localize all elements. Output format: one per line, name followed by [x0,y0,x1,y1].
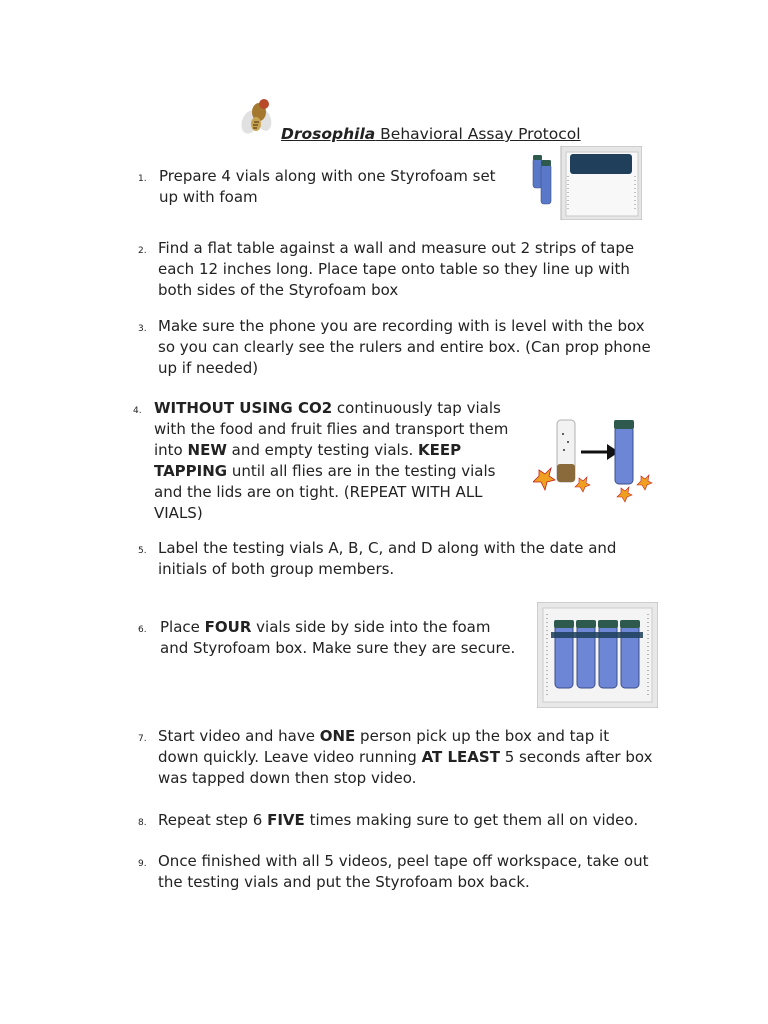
step-text [158,851,648,893]
text-run: up with foam [159,188,258,206]
step-line [158,810,638,831]
bold-text: TAPPING [154,462,228,480]
step-number: 7. [138,734,147,744]
step-text [158,726,652,789]
text-run: Start video and have [158,727,320,745]
text-run: VIALS) [154,504,203,522]
text-run: Repeat step 6 [158,811,268,829]
step-text [154,398,508,524]
text-run: Once finished with all 5 videos, peel tape off workspace, take out [158,852,649,870]
step-text [159,166,496,208]
text-run: and the lids are on tight. (REPEAT WITH ALL [154,483,483,501]
text-run: continuously tap vials [332,399,501,417]
text-run: into [154,441,188,459]
step-line [154,440,508,461]
text-run: each 12 inches long. Place tape onto table so they line up with [158,260,630,278]
step-line [154,461,508,482]
title-italic: Drosophila [281,125,376,143]
step-line [154,398,508,419]
bold-text: FIVE [267,811,305,829]
text-run: Find a flat table against a wall and measure out 2 strips of tape [158,239,635,257]
text-run: vials side by side into the foam [251,618,491,636]
text-run: down quickly. Leave video running [158,748,422,766]
step-text [158,810,638,831]
text-run: Label the testing vials A, B, C, and D along with the date and [158,539,617,557]
step-line [154,482,508,503]
bold-text: AT LEAST [421,748,500,766]
step-line [158,316,651,337]
bold-text: FOUR [204,618,252,636]
step-line [158,872,648,893]
text-run: and empty testing vials. [226,441,419,459]
document-title [281,124,581,144]
step-number: 4. [133,406,142,416]
text-run: times making sure to get them all on video. [304,811,639,829]
step-number: 3. [138,324,147,334]
text-run: with the food and fruit flies and transport them [154,420,509,438]
step-line [160,638,515,659]
vials-and-box-image [530,146,642,220]
step-number: 5. [138,546,147,556]
text-run: Prepare 4 vials along with one Styrofoam set [159,167,496,185]
text-run: the testing vials and put the Styrofoam box back. [158,873,530,891]
step-number: 1. [138,174,147,184]
text-run: initials of both group members. [158,560,395,578]
step-line [158,280,634,301]
text-run: so you can clearly see the rulers and entire box. (Can prop phone [158,338,651,356]
step-line [158,358,651,379]
step-number: 6. [138,625,147,635]
four-vials-in-box-image [537,602,658,708]
text-run: person pick up the box and tap it [355,727,610,745]
fruit-fly-icon [240,96,276,136]
text-run: was tapped down then stop video. [158,769,417,787]
step-line [159,166,496,187]
step-line [158,768,652,789]
step-line [158,726,652,747]
step-line [154,419,508,440]
step-line [158,559,616,580]
step-line [158,747,652,768]
step-number: 8. [138,818,147,828]
step-line [154,503,508,524]
text-run: and Styrofoam box. Make sure they are secure. [160,639,516,657]
step-line [158,538,616,559]
text-run: Make sure the phone you are recording with is level with the box [158,317,645,335]
title-rest: Behavioral Assay Protocol [375,125,581,143]
tapping-vials-image [533,412,657,506]
text-run: up if needed) [158,359,259,377]
step-number: 9. [138,859,147,869]
step-line [158,851,648,872]
text-run: 5 seconds after box [499,748,653,766]
text-run: both sides of the Styrofoam box [158,281,399,299]
bold-text: KEEP [418,441,462,459]
bold-text: WITHOUT USING CO2 [154,399,333,417]
bold-text: ONE [319,727,356,745]
step-line [158,238,634,259]
step-line [158,337,651,358]
step-text [158,238,634,301]
step-text [158,316,651,379]
bold-text: NEW [187,441,227,459]
step-text [160,617,515,659]
text-run: until all flies are in the testing vials [227,462,496,480]
text-run: Place [160,618,205,636]
step-line [159,187,496,208]
step-number: 2. [138,246,147,256]
step-line [160,617,515,638]
step-text [158,538,616,580]
step-line [158,259,634,280]
